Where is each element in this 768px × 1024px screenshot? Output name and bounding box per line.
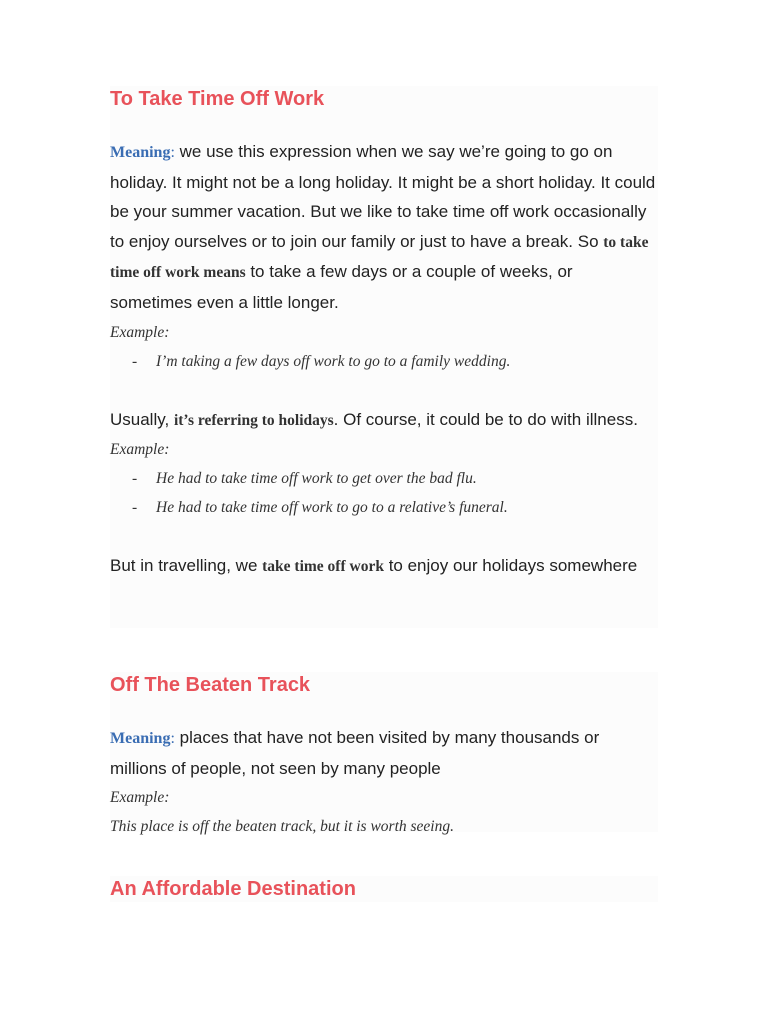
- list-item: [110, 464, 658, 493]
- list-item: [110, 493, 658, 522]
- example-list: [110, 347, 658, 376]
- highlighted-term: take time off work: [262, 558, 384, 576]
- example-sentence: He had to take time off work to get over the bad flu.: [156, 470, 477, 488]
- section-affordable-destination: [110, 876, 658, 902]
- travel-paragraph: [110, 551, 658, 582]
- meaning-label: Meaning: [110, 144, 171, 161]
- meaning-label: Meaning: [110, 730, 171, 747]
- example-label: Example:: [110, 441, 170, 459]
- example-label: Example:: [110, 323, 170, 341]
- example-sentence: This place is off the beaten track, but it is worth seeing.: [110, 818, 454, 836]
- meaning-paragraph: [110, 137, 658, 318]
- section-off-the-beaten-track: [110, 672, 658, 836]
- meaning-text-continued: to take a few days or a couple of weeks, or sometimes even a little longer.: [110, 262, 573, 312]
- travel-text-continued: to enjoy our holidays somewhere: [383, 556, 638, 576]
- usually-text: Usually,: [110, 409, 174, 429]
- section-heading: An Affordable Destination: [110, 878, 356, 900]
- meaning-colon: :: [170, 144, 175, 161]
- meaning-colon: :: [170, 730, 175, 747]
- example-label: Example:: [110, 789, 170, 807]
- dash-bullet: -: [132, 352, 138, 370]
- section-take-time-off-work: [110, 86, 658, 628]
- dash-bullet: -: [132, 470, 138, 488]
- meaning-paragraph: [110, 723, 658, 783]
- meaning-text: we use this expression when we say we’re going to go on holiday. It might not be a long holiday. It might be a short holiday. It could be your summer vacation. But we like to take time off work occasionally to enjoy ourselves or to join our family or just to have a break. So: [110, 142, 656, 251]
- example-list: [110, 464, 658, 522]
- dash-bullet: -: [132, 499, 138, 517]
- example-sentence: I’m taking a few days off work to go to a family wedding.: [156, 352, 511, 370]
- meaning-text: places that have not been visited by many thousands or millions of people, not seen by many people: [110, 728, 600, 778]
- section-heading: Off The Beaten Track: [110, 674, 311, 696]
- travel-text: But in travelling, we: [110, 556, 263, 576]
- usually-text-continued: . Of course, it could be to do with illness.: [333, 409, 638, 429]
- highlighted-term: it’s referring to holidays: [173, 411, 334, 429]
- usually-paragraph: [110, 405, 658, 436]
- list-item: [110, 347, 658, 376]
- section-heading: To Take Time Off Work: [110, 88, 325, 110]
- highlighted-term: to take time off work means: [110, 233, 649, 282]
- example-sentence: He had to take time off work to go to a relative’s funeral.: [156, 499, 508, 517]
